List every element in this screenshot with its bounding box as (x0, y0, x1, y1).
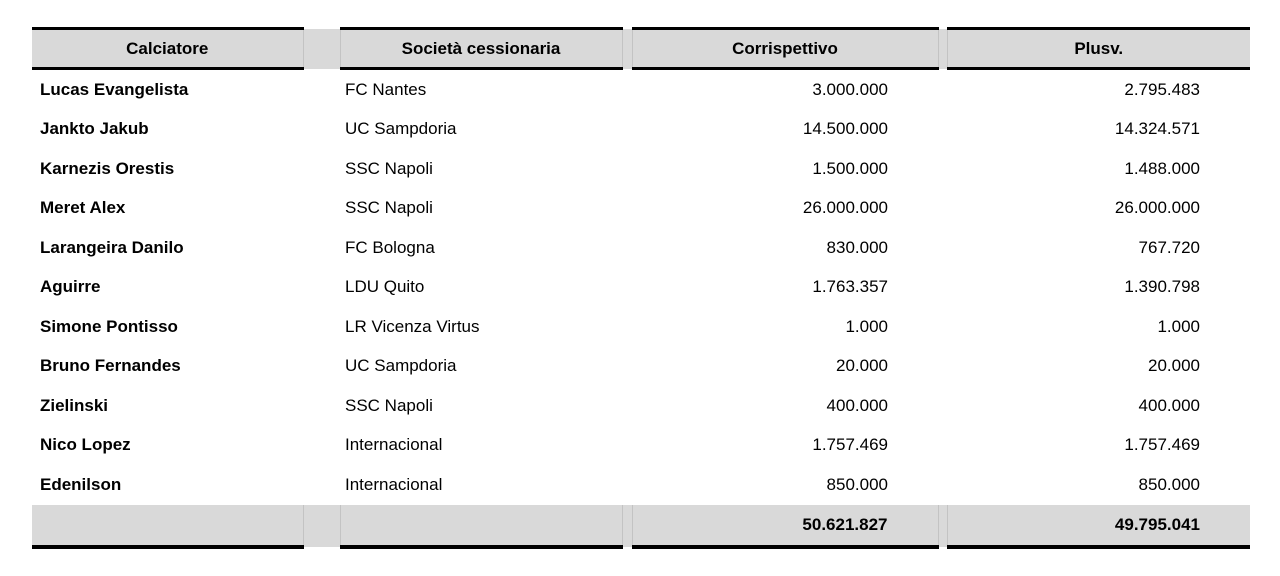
player-name-cell: Meret Alex (32, 189, 303, 229)
row-spacer-cell (303, 149, 340, 189)
row-spacer-cell (622, 110, 632, 150)
club-cell: LDU Quito (340, 268, 622, 308)
fee-cell: 20.000 (632, 347, 938, 387)
row-spacer-cell (303, 110, 340, 150)
player-name-cell: Edenilson (32, 465, 303, 505)
club-cell: UC Sampdoria (340, 110, 622, 150)
club-cell: FC Bologna (340, 228, 622, 268)
row-spacer-cell (938, 110, 947, 150)
totals-empty-cell (32, 505, 303, 547)
plusvalenza-cell: 767.720 (947, 228, 1250, 268)
table-row (32, 426, 1250, 466)
fee-cell: 26.000.000 (632, 189, 938, 229)
table-row (32, 228, 1250, 268)
total-corrispettivo: 50.621.827 (632, 505, 938, 547)
player-name-cell: Bruno Fernandes (32, 347, 303, 387)
player-name-cell: Larangeira Danilo (32, 228, 303, 268)
club-cell: FC Nantes (340, 69, 622, 110)
column-header-calciatore: Calciatore (32, 29, 303, 69)
plusvalenza-cell: 20.000 (947, 347, 1250, 387)
row-spacer-cell (622, 347, 632, 387)
club-cell: LR Vicenza Virtus (340, 307, 622, 347)
header-row (32, 29, 1250, 69)
row-spacer-cell (622, 426, 632, 466)
fee-cell: 3.000.000 (632, 69, 938, 110)
row-spacer-cell (622, 307, 632, 347)
player-name-cell: Zielinski (32, 386, 303, 426)
row-spacer-cell (303, 189, 340, 229)
club-cell: SSC Napoli (340, 189, 622, 229)
table-row (32, 110, 1250, 150)
fee-cell: 1.000 (632, 307, 938, 347)
row-spacer-cell (303, 307, 340, 347)
row-spacer-cell (622, 268, 632, 308)
row-spacer-cell (303, 268, 340, 308)
row-spacer-cell (938, 426, 947, 466)
row-spacer-cell (938, 149, 947, 189)
table-row (32, 347, 1250, 387)
row-spacer-cell (303, 465, 340, 505)
fee-cell: 400.000 (632, 386, 938, 426)
plusvalenza-cell: 1.488.000 (947, 149, 1250, 189)
header-spacer-cell (938, 29, 947, 69)
player-name-cell: Karnezis Orestis (32, 149, 303, 189)
row-spacer-cell (622, 386, 632, 426)
player-name-cell: Simone Pontisso (32, 307, 303, 347)
row-spacer-cell (303, 347, 340, 387)
club-cell: UC Sampdoria (340, 347, 622, 387)
row-spacer-cell (622, 465, 632, 505)
header-spacer-cell (303, 29, 340, 69)
plusvalenza-cell: 14.324.571 (947, 110, 1250, 150)
row-spacer-cell (622, 149, 632, 189)
table-row (32, 189, 1250, 229)
row-spacer-cell (938, 228, 947, 268)
row-spacer-cell (938, 69, 947, 110)
plusvalenza-cell: 400.000 (947, 386, 1250, 426)
fee-cell: 1.500.000 (632, 149, 938, 189)
row-spacer-cell (622, 228, 632, 268)
column-header-corrispettivo: Corrispettivo (632, 29, 938, 69)
row-spacer-cell (938, 347, 947, 387)
row-spacer-cell (622, 69, 632, 110)
totals-spacer-cell (938, 505, 947, 547)
row-spacer-cell (303, 69, 340, 110)
club-cell: SSC Napoli (340, 386, 622, 426)
row-spacer-cell (622, 189, 632, 229)
fee-cell: 1.763.357 (632, 268, 938, 308)
row-spacer-cell (938, 465, 947, 505)
fee-cell: 14.500.000 (632, 110, 938, 150)
table-body (32, 69, 1250, 505)
plusvalenza-cell: 1.390.798 (947, 268, 1250, 308)
fee-cell: 1.757.469 (632, 426, 938, 466)
player-name-cell: Jankto Jakub (32, 110, 303, 150)
plusvalenza-cell: 26.000.000 (947, 189, 1250, 229)
plusvalenza-cell: 1.000 (947, 307, 1250, 347)
table-row (32, 268, 1250, 308)
header-spacer-cell (622, 29, 632, 69)
table-row (32, 386, 1250, 426)
totals-spacer-cell (303, 505, 340, 547)
club-cell: Internacional (340, 465, 622, 505)
row-spacer-cell (303, 426, 340, 466)
player-name-cell: Nico Lopez (32, 426, 303, 466)
row-spacer-cell (938, 268, 947, 308)
totals-spacer-cell (622, 505, 632, 547)
column-header-societa-cessionaria: Società cessionaria (340, 29, 622, 69)
row-spacer-cell (303, 386, 340, 426)
player-name-cell: Lucas Evangelista (32, 69, 303, 110)
club-cell: Internacional (340, 426, 622, 466)
row-spacer-cell (938, 386, 947, 426)
row-spacer-cell (938, 189, 947, 229)
row-spacer-cell (303, 228, 340, 268)
plusvalenza-cell: 2.795.483 (947, 69, 1250, 110)
plusvalenza-cell: 850.000 (947, 465, 1250, 505)
table-row (32, 307, 1250, 347)
row-spacer-cell (938, 307, 947, 347)
player-name-cell: Aguirre (32, 268, 303, 308)
column-header-plusv: Plusv. (947, 29, 1250, 69)
table-row (32, 69, 1250, 110)
total-plusv: 49.795.041 (947, 505, 1250, 547)
table-row (32, 465, 1250, 505)
plusvalenza-cell: 1.757.469 (947, 426, 1250, 466)
fee-cell: 830.000 (632, 228, 938, 268)
fee-cell: 850.000 (632, 465, 938, 505)
table-row (32, 149, 1250, 189)
totals-row (32, 505, 1250, 547)
totals-empty-cell (340, 505, 622, 547)
club-cell: SSC Napoli (340, 149, 622, 189)
player-transfers-table (32, 27, 1250, 549)
